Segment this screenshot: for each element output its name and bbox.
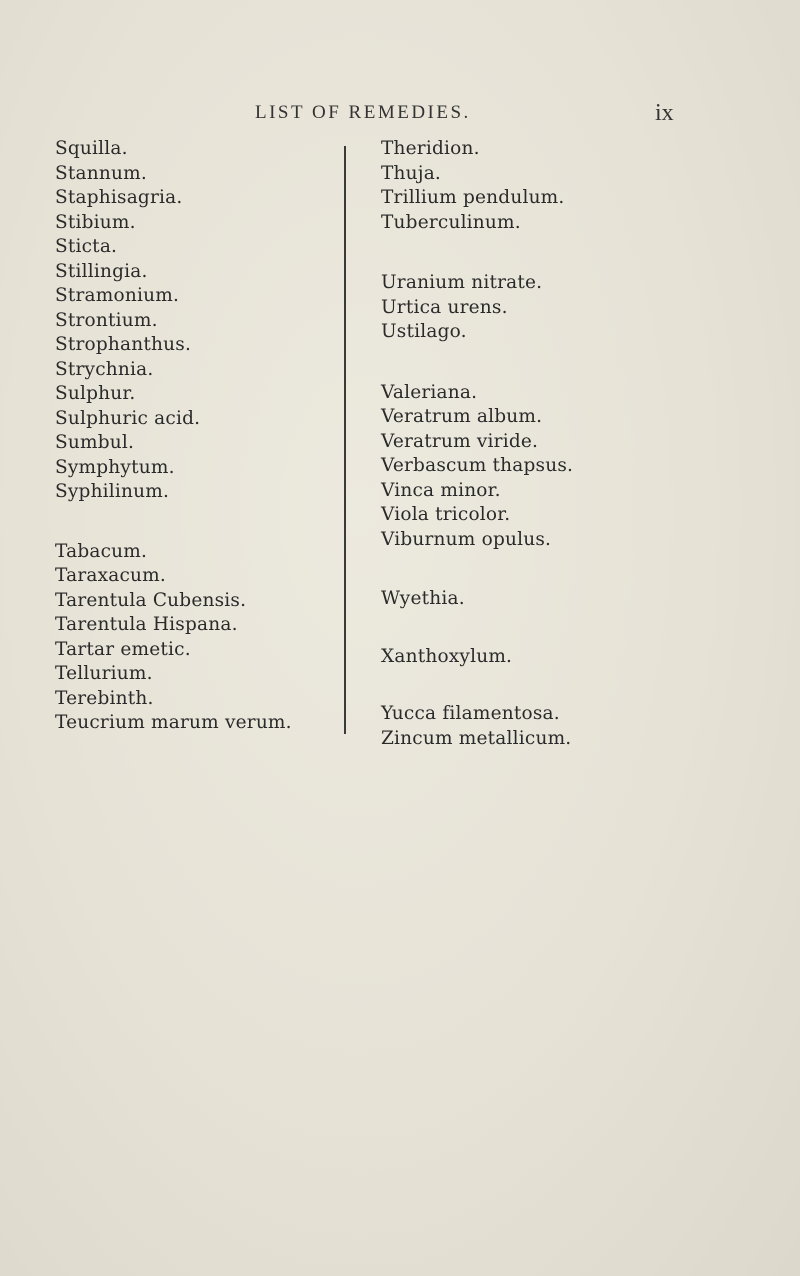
remedy-entry: Tuberculinum. <box>381 211 521 233</box>
remedy-entry: Yucca filamentosa. <box>381 703 560 724</box>
remedy-group <box>381 137 781 235</box>
remedy-entry: Sticta. <box>55 236 118 257</box>
remedy-entry: Viburnum opulus. <box>381 528 552 550</box>
remedy-group <box>381 587 781 612</box>
group-spacer <box>381 552 781 587</box>
remedy-group <box>55 540 345 736</box>
remedy-entry: Ustilago. <box>381 321 467 342</box>
remedy-entry: Strychnia. <box>55 358 154 380</box>
remedy-entry: Tarentula Cubensis. <box>55 589 247 611</box>
remedy-group <box>381 645 781 670</box>
remedy-entry: Strophanthus. <box>55 334 192 355</box>
running-header <box>0 102 800 132</box>
column-divider <box>344 146 346 734</box>
remedy-entry: Squilla. <box>55 138 128 159</box>
group-spacer <box>381 345 781 381</box>
remedy-group <box>55 137 345 505</box>
remedy-entry: Uranium nitrate. <box>381 272 543 293</box>
page-number: ix <box>655 100 674 126</box>
remedy-entry: Syphilinum. <box>55 481 170 502</box>
remedy-entry: Symphytum. <box>55 456 175 478</box>
remedy-entry: Tellurium. <box>55 663 153 684</box>
remedy-entry: Stramonium. <box>55 285 180 306</box>
remedy-entry: Verbascum thapsus. <box>381 455 574 476</box>
remedy-entry: Zincum metallicum. <box>381 727 572 749</box>
group-spacer <box>381 669 781 702</box>
remedy-entry: Vinca minor. <box>381 479 501 501</box>
remedy-group <box>381 271 781 345</box>
remedy-entry: Thuja. <box>381 162 442 184</box>
remedy-entry: Terebinth. <box>55 687 154 709</box>
remedy-entry: Viola tricolor. <box>381 504 511 525</box>
remedy-entry: Tarentula Hispana. <box>55 614 238 635</box>
remedy-entry: Strontium. <box>55 309 158 331</box>
group-spacer <box>381 235 781 271</box>
remedy-entry: Trillium pendulum. <box>381 187 565 208</box>
remedy-entry: Veratrum viride. <box>381 430 539 452</box>
remedy-entry: Wyethia. <box>381 588 465 609</box>
remedy-entry: Sumbul. <box>55 432 135 453</box>
remedy-entry: Stillingia. <box>55 260 148 282</box>
remedy-entry: Valeriana. <box>381 381 478 403</box>
remedy-entry: Tartar emetic. <box>55 638 191 660</box>
remedy-group <box>381 381 781 553</box>
remedy-entry: Sulphuric acid. <box>55 407 201 429</box>
group-spacer <box>381 612 781 645</box>
remedy-entry: Theridion. <box>381 138 480 159</box>
remedy-entry: Urtica urens. <box>381 296 508 318</box>
group-spacer <box>55 505 345 540</box>
remedy-entry: Xanthoxylum. <box>381 645 513 667</box>
remedy-entry: Staphisagria. <box>55 187 183 208</box>
remedy-entry: Tabacum. <box>55 540 148 562</box>
remedy-entry: Sulphur. <box>55 383 136 404</box>
right-column <box>381 137 781 751</box>
left-column <box>55 137 345 736</box>
remedy-entry: Taraxacum. <box>55 565 166 586</box>
remedy-group <box>381 702 781 751</box>
remedy-entry: Veratrum album. <box>381 406 543 427</box>
remedy-entry: Stibium. <box>55 211 136 233</box>
remedy-entry: Stannum. <box>55 162 147 184</box>
page-title: LIST OF REMEDIES. <box>255 102 471 123</box>
remedy-entry: Teucrium marum verum. <box>55 712 292 733</box>
